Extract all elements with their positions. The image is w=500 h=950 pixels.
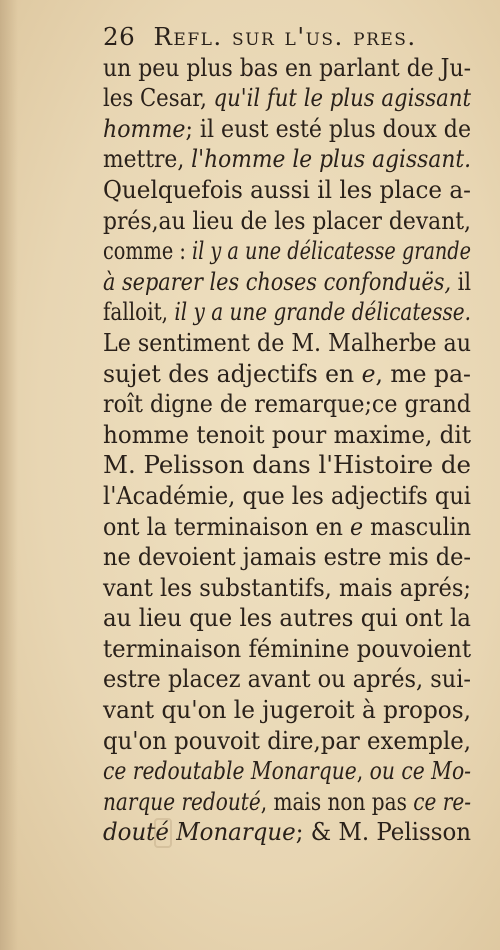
text-line xyxy=(103,542,471,573)
page-text-block xyxy=(103,22,473,848)
text-segment: roît digne de remarque;ce grand xyxy=(103,389,471,419)
text-segment: ; & M. Pelisson xyxy=(295,817,471,847)
italic-segment: e xyxy=(361,358,376,388)
text-line xyxy=(103,786,471,818)
text-line xyxy=(103,236,472,267)
text-segment: falloit, xyxy=(103,297,175,327)
text-line xyxy=(103,664,471,695)
text-line xyxy=(103,695,471,726)
italic-segment: ce redoutable Monarque xyxy=(103,756,357,786)
text-segment: les Cesar, xyxy=(103,83,214,113)
text-segment: un peu plus bas en parlant de Ju- xyxy=(103,52,472,82)
text-line xyxy=(103,389,471,420)
text-line xyxy=(103,266,471,298)
italic-segment: narque redouté xyxy=(103,786,261,816)
text-segment: ont la terminaison en xyxy=(103,511,350,541)
text-line xyxy=(103,174,471,206)
text-segment: , xyxy=(356,756,370,786)
text-segment: au lieu que les autres qui ont la xyxy=(103,603,471,633)
text-segment: , mais non pas xyxy=(260,786,414,816)
text-line xyxy=(103,450,472,481)
text-segment: vant qu'on le jugeroit à propos, xyxy=(103,695,471,725)
text-line xyxy=(103,205,471,237)
italic-segment: homme xyxy=(103,113,186,143)
text-segment: comme : xyxy=(103,236,192,266)
text-line xyxy=(103,603,471,634)
text-segment: masculin xyxy=(363,511,471,541)
text-line xyxy=(103,419,472,451)
text-line xyxy=(103,633,472,665)
text-segment: Quelquefois aussi il les place a- xyxy=(103,174,471,204)
text-segment: ne devoient jamais estre mis de- xyxy=(103,542,471,572)
text-line xyxy=(103,297,471,328)
italic-segment: ce re- xyxy=(413,786,471,816)
text-segment: Le sentiment de M. Malherbe au xyxy=(103,327,471,357)
italic-segment: à separer les choses confonduës, xyxy=(103,266,452,296)
text-segment: prés,au lieu de les placer devant, xyxy=(103,205,471,235)
page-gutter-shadow xyxy=(0,0,18,950)
text-line xyxy=(103,480,472,512)
text-line xyxy=(103,144,472,175)
page-number: 26 xyxy=(103,22,136,51)
text-segment: M. Pelisson dans l'Histoire de xyxy=(103,450,472,480)
text-segment: estre placez avant ou aprés, sui- xyxy=(103,664,471,694)
running-title: Refl. sur l'us. pres. xyxy=(153,22,417,51)
italic-segment: e xyxy=(349,511,364,541)
running-header xyxy=(103,22,473,53)
italic-segment: ou ce Mo- xyxy=(369,756,472,786)
text-segment: ; il eust esté plus doux de xyxy=(185,113,472,143)
italic-segment: douté Monarque xyxy=(103,817,296,847)
text-line xyxy=(103,113,472,145)
text-segment: mettre, xyxy=(103,144,192,174)
italic-segment: qu'il fut le plus agissant xyxy=(213,83,472,113)
text-line xyxy=(103,358,472,390)
text-line xyxy=(103,725,471,757)
text-line xyxy=(103,52,472,84)
text-segment: qu'on pouvoit dire,par exemple, xyxy=(103,725,471,755)
text-segment: homme tenoit pour maxime, dit xyxy=(103,419,472,449)
body-text xyxy=(103,53,473,848)
italic-segment: il y a une délicatesse grande xyxy=(191,236,472,266)
text-line xyxy=(103,572,472,604)
text-segment: il xyxy=(451,266,471,296)
text-line xyxy=(103,327,471,359)
text-line xyxy=(103,83,472,114)
italic-segment: l'homme le plus agissant. xyxy=(191,144,472,174)
text-segment: , me pa- xyxy=(375,358,472,388)
italic-segment: il y a une grande délicatesse. xyxy=(174,297,471,327)
text-segment: sujet des adjectifs en xyxy=(103,358,362,388)
text-line xyxy=(103,511,471,543)
show-through-mark xyxy=(154,818,172,848)
text-line xyxy=(103,756,472,787)
text-segment: l'Académie, que les adjectifs qui xyxy=(103,480,472,510)
text-segment: terminaison féminine pouvoient xyxy=(103,633,472,663)
text-segment: vant les substantifs, mais aprés; xyxy=(103,572,472,602)
